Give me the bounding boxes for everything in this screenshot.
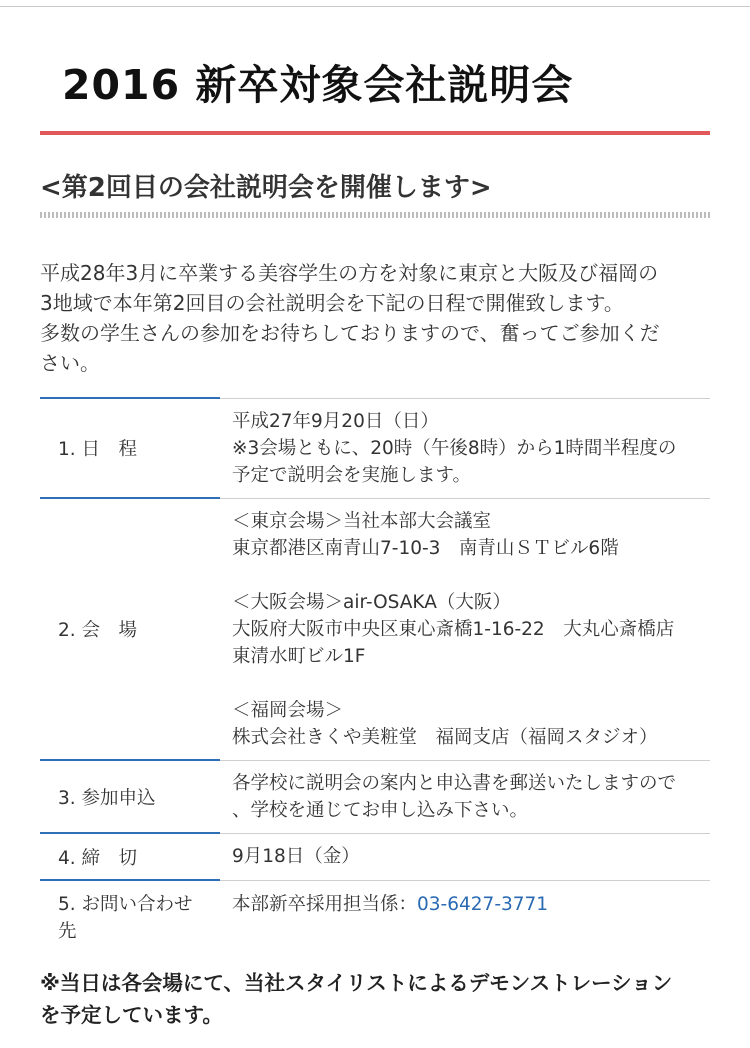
contact-prefix: 本部新卒採用担当係：: [232, 893, 418, 915]
row-label-deadline: 4. 締 切: [40, 833, 220, 880]
row-label-contact: [40, 880, 220, 950]
value-line: 9月18日（金）: [232, 846, 360, 867]
footnote-line: を予定しています。: [40, 1003, 223, 1027]
table-row-date: [40, 398, 710, 498]
intro-line: 多数の学生さんの参加をお待ちしておりますので、奮ってご参加くだ: [40, 321, 660, 345]
spacer: [232, 562, 710, 589]
value-line: ＜福岡会場＞: [232, 699, 344, 721]
row-label-venue: 2. 会 場: [40, 498, 220, 760]
value-line: 、学校を通じてお申し込み下さい。: [232, 799, 529, 821]
section-heading: <第2回目の会社説明会を開催します>: [40, 173, 492, 203]
page-title: 2016 新卒対象会社説明会: [62, 61, 574, 109]
phone-link[interactable]: 03-6427-3771: [417, 893, 549, 915]
row-value-deadline: [220, 833, 710, 880]
row-value-application: [220, 760, 710, 833]
top-divider: [0, 6, 750, 7]
intro-line: 3地域で本年第2回目の会社説明会を下記の日程で開催致します。: [40, 291, 624, 315]
row-value-date: [220, 398, 710, 498]
value-line: 大阪府大阪市中央区東心斎橋1-16-22 大丸心斎橋店: [232, 618, 675, 640]
row-label-application: 3. 参加申込: [40, 760, 220, 833]
table-row-application: [40, 760, 710, 833]
dotted-divider: [40, 212, 710, 218]
intro-line: 平成28年3月に卒業する美容学生の方を対象に東京と大阪及び福岡の: [40, 261, 659, 285]
table-row-contact: [40, 880, 710, 950]
value-line: 東京都港区南青山7-10-3 南青山ＳＴビル6階: [232, 537, 619, 559]
event-info-table: [40, 397, 710, 950]
table-row-venue: [40, 498, 710, 760]
value-line: 平成27年9月20日（日）: [232, 410, 439, 432]
intro-line: さい。: [40, 351, 100, 375]
footnote: [40, 967, 720, 1031]
value-line: 予定で説明会を実施します。: [232, 464, 472, 486]
row-value-venue: [220, 498, 710, 760]
title-underline: [40, 131, 710, 135]
spacer: [232, 670, 710, 697]
intro-paragraph: [40, 258, 715, 378]
label-line: 先: [58, 921, 77, 942]
value-line: 株式会社きくや美粧堂 福岡支店（福岡スタジオ）: [232, 726, 658, 748]
table-row-deadline: [40, 833, 710, 880]
value-line: ※3会場ともに、20時（午後8時）から1時間半程度の: [232, 437, 677, 459]
label-line: 5. お問い合わせ: [58, 894, 193, 915]
row-label-date: 1. 日 程: [40, 398, 220, 498]
value-line: 東清水町ビル1F: [232, 645, 366, 667]
value-line: ＜東京会場＞当社本部大会議室: [232, 510, 492, 532]
value-line: 各学校に説明会の案内と申込書を郵送いたしますので: [232, 772, 677, 794]
value-line: ＜大阪会場＞air-OSAKA（大阪）: [232, 591, 511, 613]
footnote-line: ※当日は各会場にて、当社スタイリストによるデモンストレーション: [40, 971, 673, 995]
row-value-contact: [220, 880, 710, 950]
